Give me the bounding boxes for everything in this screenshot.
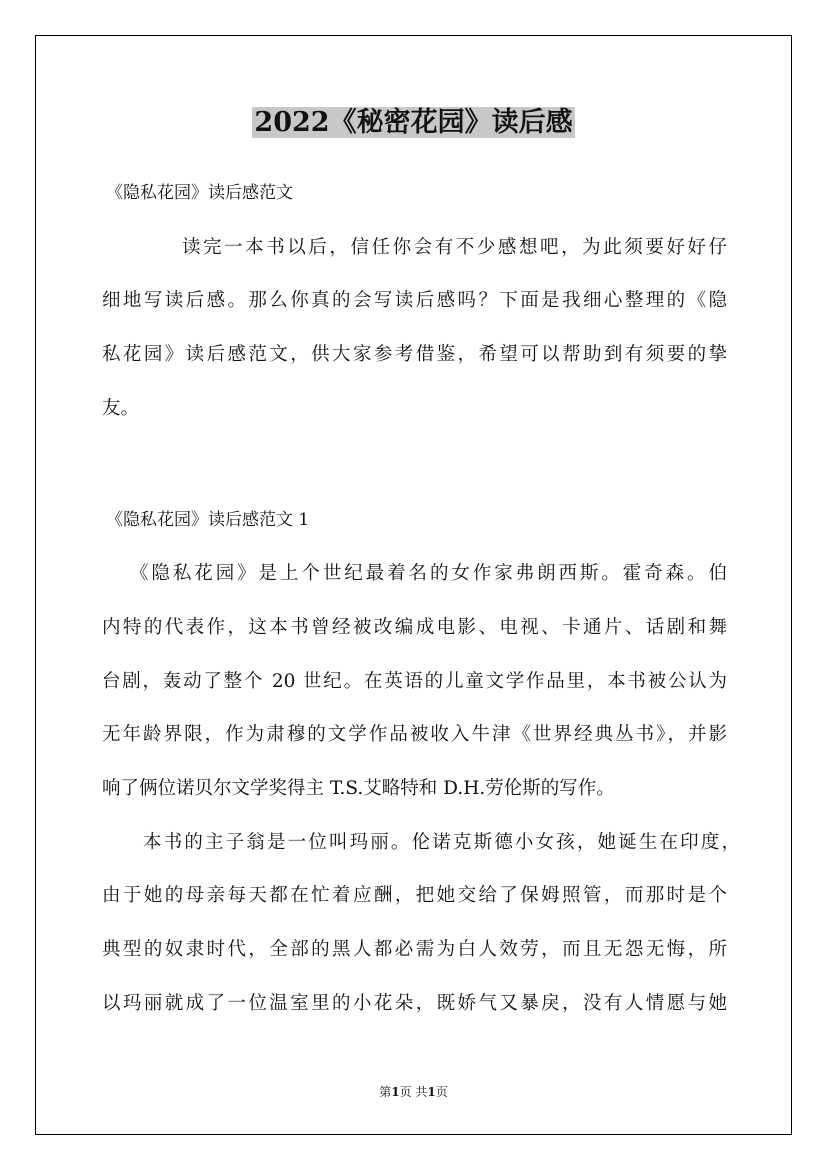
paragraph3-line-1: 本书的主子翁是一位叫玛丽。伦诺克斯德小女孩，她诞生在印度，: [143, 832, 740, 853]
paragraph3-line-4: 以玛丽就成了一位温室里的小花朵，既娇气又暴戾，没有人情愿与她: [102, 993, 727, 1014]
intro-line-1: 读完一本书以后，信任你会有不少感想吧，为此须要好好仔: [182, 237, 727, 258]
paragraph3-line-3: 典型的奴隶时代，全部的黑人都必需为白人效劳，而且无怨无悔，所: [102, 939, 727, 960]
paragraph2-line-1: 《隐私花园》是上个世纪最着名的女作家弗朗西斯。霍奇森。伯: [130, 563, 727, 584]
section-heading-2: 《隐私花园》读后感范文 1: [106, 510, 310, 530]
paragraph2-line-2: 内特的代表作，这本书曾经被改编成电影、电视、卡通片、话剧和舞: [102, 617, 727, 638]
paragraph3-line-2: 由于她的母亲每天都在忙着应酬，把她交给了保姆照管，而那时是个: [102, 885, 727, 906]
paragraph2-line-4: 无年龄界限，作为肃穆的文学作品被收入牛津《世界经典丛书》，并影: [102, 724, 727, 745]
intro-line-4: 友。: [102, 398, 140, 419]
section-heading-1: 《隐私花园》读后感范文: [106, 183, 293, 203]
paragraph2-line-5: 响了俩位诺贝尔文学奖得主 T.S.艾略特和 D.H.劳伦斯的写作。: [102, 778, 615, 799]
document-title: 2022《秘密花园》读后感: [254, 107, 573, 138]
page-footer: 第1页 共1页: [379, 1085, 448, 1099]
paragraph2-line-3: 台剧，轰动了整个 20 世纪。在英语的儿童文学作品里，本书被公认为: [102, 671, 727, 692]
intro-line-2: 细地写读后感。那么你真的会写读后感吗？下面是我细心整理的《隐: [102, 290, 727, 311]
intro-line-3: 私花园》读后感范文，供大家参考借鉴，希望可以帮助到有须要的挚: [102, 344, 727, 365]
